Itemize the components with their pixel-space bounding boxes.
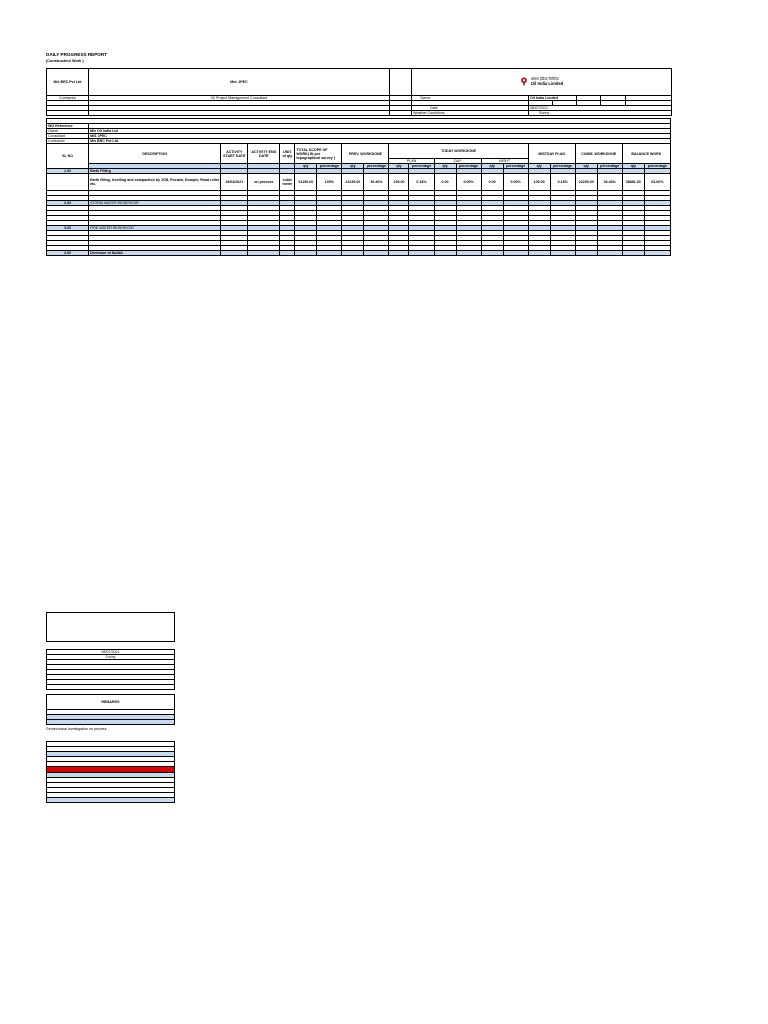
col-day: DAY — [434, 159, 481, 164]
logo-hindi: ऑयल इंडिया लिमिटेड — [530, 77, 559, 81]
item-cumm-qty: 22239.00 — [575, 174, 597, 191]
contractor-label: Contractor — [47, 96, 89, 101]
logo-cell — [412, 69, 672, 96]
pct-header: percentage — [644, 164, 670, 169]
item-mist-pct: 0.18% — [550, 174, 575, 191]
qty-header: qty — [481, 164, 503, 169]
item-unit: cubic metre — [280, 174, 295, 191]
section-no: 1.00 — [47, 169, 89, 174]
section-row — [47, 251, 671, 256]
section-name: STORM WATER RESERVOIR — [89, 201, 221, 206]
item-night-pct: 0.00% — [503, 174, 528, 191]
section-no: 3.00 — [47, 226, 89, 231]
qty-header: qty — [528, 164, 550, 169]
weather-label: Weather Conditions — [412, 111, 529, 116]
pct-header: percentage — [409, 164, 434, 169]
item-total-pct: 100% — [317, 174, 342, 191]
qty-header: qty — [389, 164, 409, 169]
oil-drop-logo-icon — [520, 77, 528, 86]
date-label: Date — [412, 106, 529, 111]
item-day-qty: 0.00 — [434, 174, 456, 191]
ref-label-0: WO Reference — [47, 124, 89, 129]
item-bal-pct: 63.60% — [644, 174, 670, 191]
section-no: 4.00 — [47, 251, 89, 256]
pct-header: percentage — [503, 164, 528, 169]
date-value: 08/07/2021 — [529, 106, 672, 111]
pct-header: percentage — [597, 164, 622, 169]
item-prev-pct: 36.46% — [364, 174, 389, 191]
pct-header: percentage — [550, 164, 575, 169]
report-title: DAILY PROGRESS REPORT — [46, 52, 108, 57]
col-today-workdone: TODAY WORKDONE — [389, 144, 528, 159]
ref-label-3: Contractor — [47, 139, 89, 144]
item-day-pct: 0.00% — [456, 174, 481, 191]
party-mid: Mec JPEC — [89, 69, 390, 96]
weather-value: Sunny — [529, 111, 672, 116]
ref-value-1: M/s Oil India Ltd — [89, 129, 671, 134]
col-description: DESCRIPTION — [89, 144, 221, 164]
section-name: FIRE WATER RESERVOIR — [89, 226, 221, 231]
header-block — [46, 68, 671, 116]
table-row — [47, 174, 671, 191]
col-total-scope: TOTAL SCOPE OF WORK( IN per topographical survey ) — [295, 144, 342, 164]
col-night: NIGHT — [481, 159, 528, 164]
section-name: Diversion of Nullah — [89, 251, 221, 256]
remarks-label: REMARKS — [47, 695, 175, 710]
col-sl-no: SL NO — [47, 144, 89, 169]
col-activity-end: ACTIVITY END DATE — [248, 144, 280, 164]
report-subtitle: (Construction Work ) — [46, 59, 84, 63]
item-description: Earth filling, levelling and compaction by JCB, Poclain, Dumper, Road roller etc. — [89, 174, 221, 191]
ref-value-3: M/s BRC Pvt Ltd — [89, 139, 671, 144]
ref-label-2: Consultant — [47, 134, 89, 139]
progress-table — [46, 118, 671, 256]
section-name: Earth Filling — [89, 169, 221, 174]
owner-label: Owner — [412, 96, 529, 101]
side-date-value: 08/07/2021 — [47, 650, 175, 655]
item-mist-qty: 109.00 — [528, 174, 550, 191]
col-unit: UNIT of qty — [280, 144, 295, 164]
pmc-label: Oil Project Management Consultant — [89, 96, 390, 101]
pct-header: percentage — [317, 164, 342, 169]
side-weather-value: Sunny — [47, 655, 175, 660]
owner-value: Oil India Limited — [529, 96, 577, 101]
item-end: on process — [248, 174, 280, 191]
item-start: 19/04/2021 — [221, 174, 248, 191]
side-note: Geotechnical investigation on process — [46, 727, 107, 731]
pct-header: percentage — [364, 164, 389, 169]
col-prev-workdone: PREV. WORKDONE — [342, 144, 389, 164]
item-total-qty: 61150.00 — [295, 174, 317, 191]
logo-name: Oil India Limited — [530, 81, 564, 86]
side-panel — [46, 612, 174, 803]
col-mistday-plan: MISTDAY PLAN — [528, 144, 575, 164]
col-balance-work: BALANCE WORK — [622, 144, 670, 164]
qty-header: qty — [575, 164, 597, 169]
qty-header: qty — [342, 164, 364, 169]
col-plan: PLAN — [389, 159, 434, 164]
qty-header: qty — [434, 164, 456, 169]
item-plan-qty: 109.00 — [389, 174, 409, 191]
item-bal-qty: 38881.00 — [622, 174, 644, 191]
col-activity-start: ACTIVITY START DATE — [221, 144, 248, 164]
item-plan-pct: 0.18% — [409, 174, 434, 191]
party-left: M/s BRC Pvt Ltd — [47, 69, 89, 96]
ref-label-1: Owner — [47, 129, 89, 134]
qty-header: qty — [295, 164, 317, 169]
item-cumm-pct: 36.46% — [597, 174, 622, 191]
col-cumm-workdone: CUMM. WORKDONE — [575, 144, 622, 164]
qty-header: qty — [622, 164, 644, 169]
ref-value-2: M/S JPEC — [89, 134, 671, 139]
item-prev-qty: 22239.00 — [342, 174, 364, 191]
pct-header: percentage — [456, 164, 481, 169]
section-no: 2.00 — [47, 201, 89, 206]
item-night-qty: 0.00 — [481, 174, 503, 191]
